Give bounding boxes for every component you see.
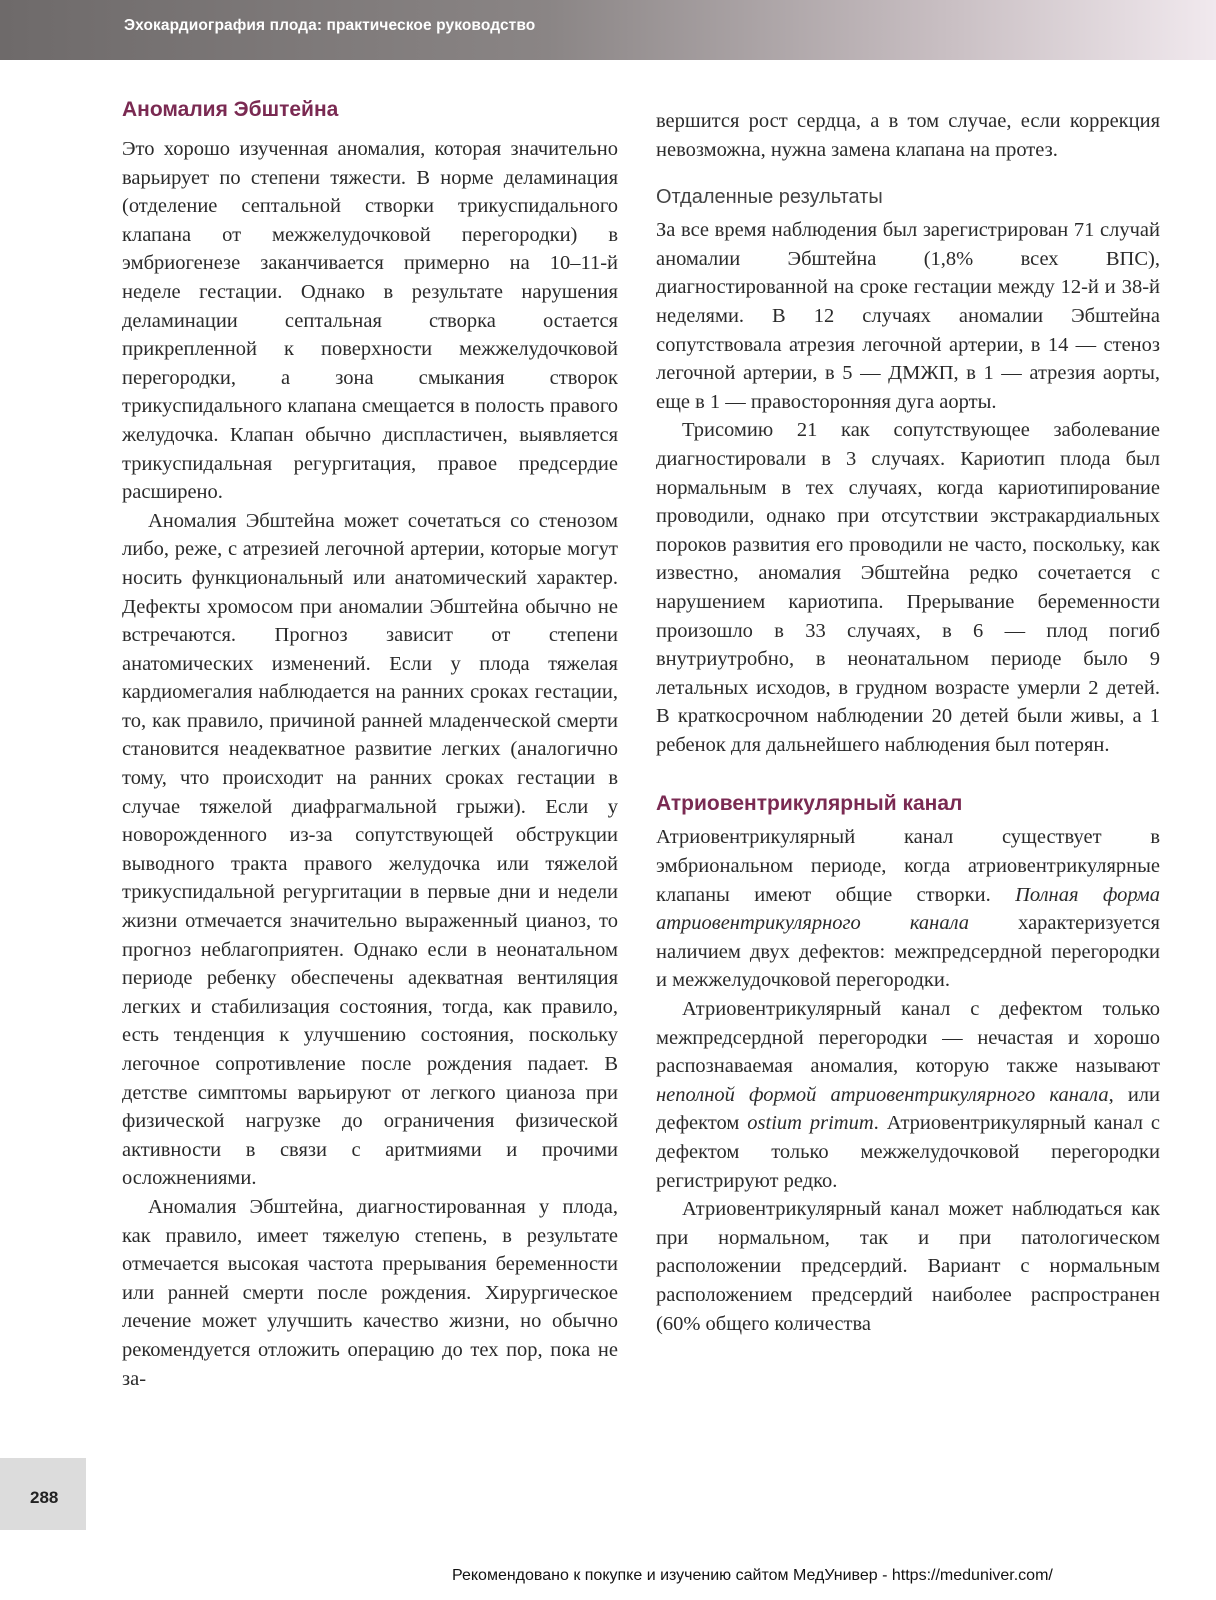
paragraph [656, 823, 1160, 995]
paragraph: Аномалия Эбштейна может сочетаться со стенозом либо, реже, с атрезией легочной артерии, которые могут носить функциональный или анатомический характер. Дефекты хромосом при аномалии Эбштейна обычно не встречаются. Прогноз зависит от степени анатомических изменений. Если у плода тяжелая кардиомегалия наблюдается на ранних сроках гестации, то, как правило, причиной ранней младенческой смерти становится неадекватное развитие легких (аналогично тому, что происходит на ранних сроках гестации в случае тяжелой диафрагмальной грыжи). Если у новорожденного из-за сопутствующей обструкции выводного тракта правого желудочка или тяжелой трикуспидальной регургитации в первые дни и недели жизни отмечается значительно выраженный цианоз, то прогноз неблагоприятен. Однако если в неонатальном периоде ребенку обеспечены адекватная вентиляция легких и стабилизация состояния, тогда, как правило, есть тенденция к улучшению состояния, поскольку легочное сопротивление после рождения падает. В детстве симптомы варьируют от легкого цианоза при физической нагрузке до ограничения физической активности в связи с аритмиями и прочими осложнениями. [122, 509, 618, 1190]
page-number: 288 [30, 1488, 59, 1507]
running-header-title: Эхокардиография плода: практическое руководство [124, 17, 536, 34]
text-run: . Атриовентрикулярный канал с дефектом только межжелудочковой перегородки регистрируют редко. [656, 1112, 1160, 1192]
text-run: Атриовентрикулярный канал существует в эмбриональном периоде, когда атриовентрикулярные клапаны имеют общие створки. [656, 826, 1160, 906]
text-run: , или дефектом [656, 1083, 1160, 1135]
paragraph: Аномалия Эбштейна, диагностированная у плода, как правило, имеет тяжелую степень, в результате отмечается высокая частота прерывания беременности или ранней смерти после рождения. Хирургическое лечение может улучшить качество жизни, но обычно рекомендуется отложить операцию до тех пор, пока не за- [122, 1195, 618, 1390]
italic-term: неполной формой атриовентрикулярного канала [656, 1083, 1109, 1106]
subsection-heading-results: Отдаленные результаты [656, 186, 883, 209]
paragraph: Трисомию 21 как сопутствующее заболевание диагностировали в 3 случаях. Кариотип плода был нормальным в тех случаях, когда кариотипирование проводили, однако при отсутствии экстракардиальных пороков развития его проводили не часто, поскольку, как известно, аномалия Эбштейна редко сочетается с нарушением кариотипа. Прерывание беременности произошло в 33 случаях, в 6 — плод погиб внутриутробно, в неонатальном периоде было 9 летальных исходов, в грудном возрасте умерли 2 детей. В краткосрочном наблюдении 20 детей были живы, а 1 ребенок для дальнейшего наблюдения был потерян. [656, 419, 1160, 756]
paragraph: Атриовентрикулярный канал может наблюдаться как при нормальном, так и при патологическом расположении предсердий. Вариант с нормальным расположением предсердий наиболее распространен (60% общего количества [656, 1198, 1160, 1335]
paragraph-continuation: вершится рост сердца, а в том случае, если коррекция невозможна, нужна замена клапана на протез. [656, 110, 1160, 161]
paragraph [656, 995, 1160, 1195]
right-column [656, 107, 1160, 1338]
italic-term: Полная форма атриовентрикулярного канала [656, 883, 1160, 935]
section-heading-ebstein: Аномалия Эбштейна [122, 98, 339, 121]
text-run: Атриовентрикулярный канал с дефектом только межпредсердной перегородки — нечастая и хорошо распознаваемая аномалия, которую также называют [656, 998, 1160, 1078]
section-heading-av-canal: Атриовентрикулярный канал [656, 792, 963, 816]
italic-term: ostium primum [747, 1112, 874, 1135]
footer-recommendation: Рекомендовано к покупке и изучению сайтом МедУнивер - https://meduniver.com/ [452, 1567, 1053, 1584]
left-column [122, 95, 618, 1393]
paragraph: Это хорошо изученная аномалия, которая значительно варьирует по степени тяжести. В норме деламинация (отделение септальной створки трикуспидального клапана от межжелудочковой перегородки) в эмбриогенезе заканчивается примерно на 10–11-й неделе гестации. Однако в результате нарушения деламинации септальная створка остается прикрепленной к поверхности межжелудочковой перегородки, а зона смыкания створок трикуспидального клапана смещается в полость правого желудочка. Клапан обычно диспластичен, выявляется трикуспидальная регургитация, правое предсердие расширено. [122, 138, 618, 504]
running-header-bar [0, 0, 1216, 60]
paragraph: За все время наблюдения был зарегистрирован 71 случай аномалии Эбштейна (1,8% всех ВПС), диагностированной на сроке гестации между 12-й и 38-й неделями. В 12 случаях аномалии Эбштейна сопутствовала атрезия легочной артерии, в 14 — стеноз легочной артерии, в 5 — ДМЖП, в 1 — атрезия аорты, еще в 1 — правосторонняя дуга аорты. [656, 219, 1160, 413]
text-run: характеризуется наличием двух дефектов: межпредсердной перегородки и межжелудочковой перегородки. [656, 912, 1160, 992]
